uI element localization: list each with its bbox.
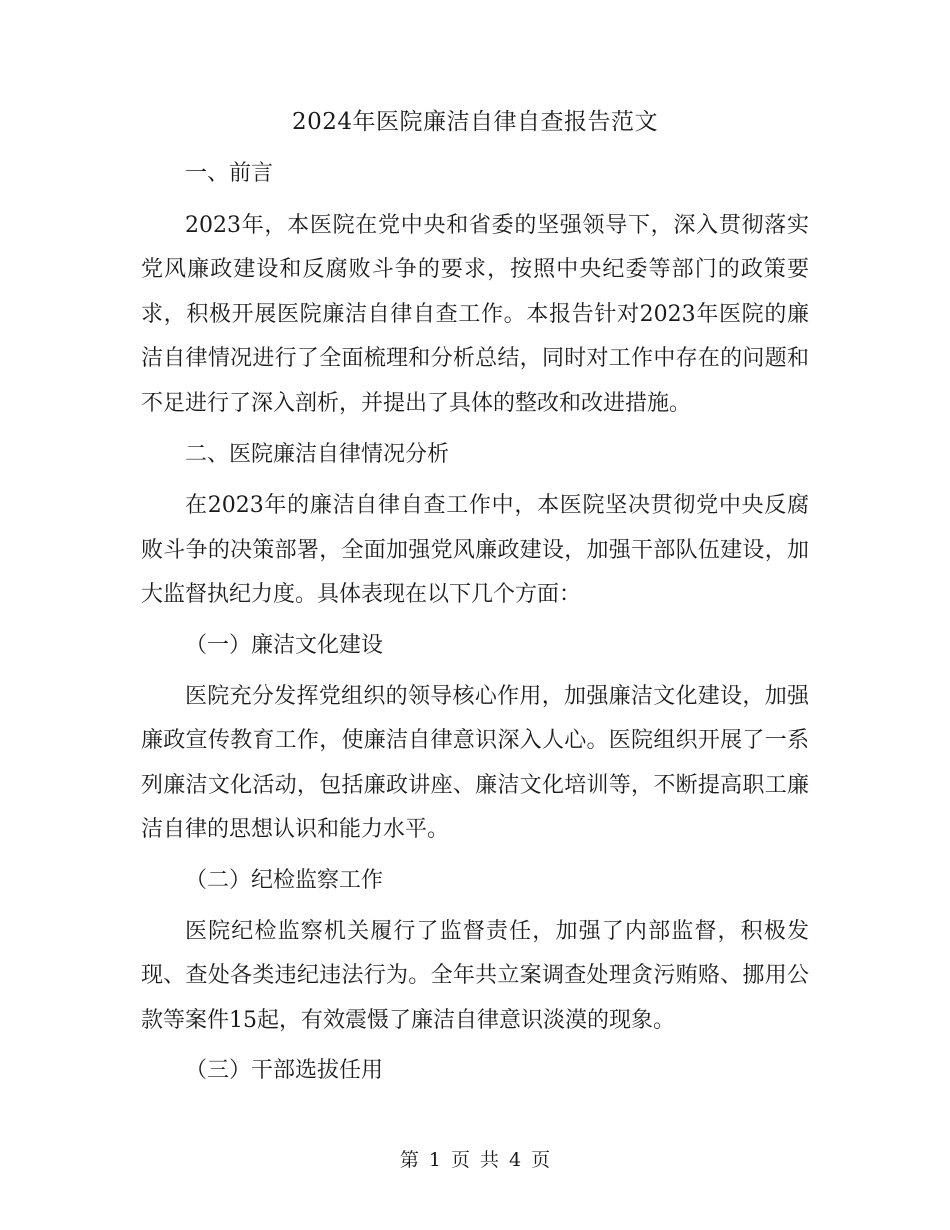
document-body bbox=[141, 152, 809, 1100]
section-heading-analysis: 二、医院廉洁自律情况分析 bbox=[185, 441, 450, 467]
paragraph-discipline-inspection: 医院纪检监察机关履行了监督责任，加强了内部监督，积极发现、查处各类违纪违法行为。全年共立案调查处理贪污贿赂、挪用公款等案件15起，有效震慑了廉洁自律意识淡漠的现象。 bbox=[141, 918, 809, 1033]
subheading-discipline-inspection: （二）纪检监察工作 bbox=[185, 867, 384, 893]
subheading-integrity-culture: （一）廉洁文化建设 bbox=[185, 632, 384, 658]
paragraph-analysis-intro: 在2023年的廉洁自律自查工作中，本医院坚决贯彻党中央反腐败斗争的决策部署，全面加强党风廉政建设，加强干部队伍建设，加大监督执纪力度。具体表现在以下几个方面： bbox=[141, 493, 809, 608]
page-number-footer: 第 1 页 共 4 页 bbox=[399, 1149, 551, 1171]
document-title: 2024年医院廉洁自律自查报告范文 bbox=[291, 109, 659, 135]
paragraph-preface: 2023年，本医院在党中央和省委的坚强领导下，深入贯彻落实党风廉政建设和反腐败斗争的要求，按照中央纪委等部门的政策要求，积极开展医院廉洁自律自查工作。本报告针对2023年医院的廉洁自律情况进行了全面梳理和分析总结，同时对工作中存在的问题和不足进行了深入剖析，并提出了具体的整改和改进措施。 bbox=[141, 212, 809, 416]
subheading-cadre-selection: （三）干部选拔任用 bbox=[185, 1058, 384, 1084]
paragraph-integrity-culture: 医院充分发挥党组织的领导核心作用，加强廉洁文化建设，加强廉政宣传教育工作，使廉洁自律意识深入人心。医院组织开展了一系列廉洁文化活动，包括廉政讲座、廉洁文化培训等，不断提高职工廉洁自律的思想认识和能力水平。 bbox=[141, 683, 809, 843]
section-heading-preface: 一、前言 bbox=[185, 161, 274, 186]
